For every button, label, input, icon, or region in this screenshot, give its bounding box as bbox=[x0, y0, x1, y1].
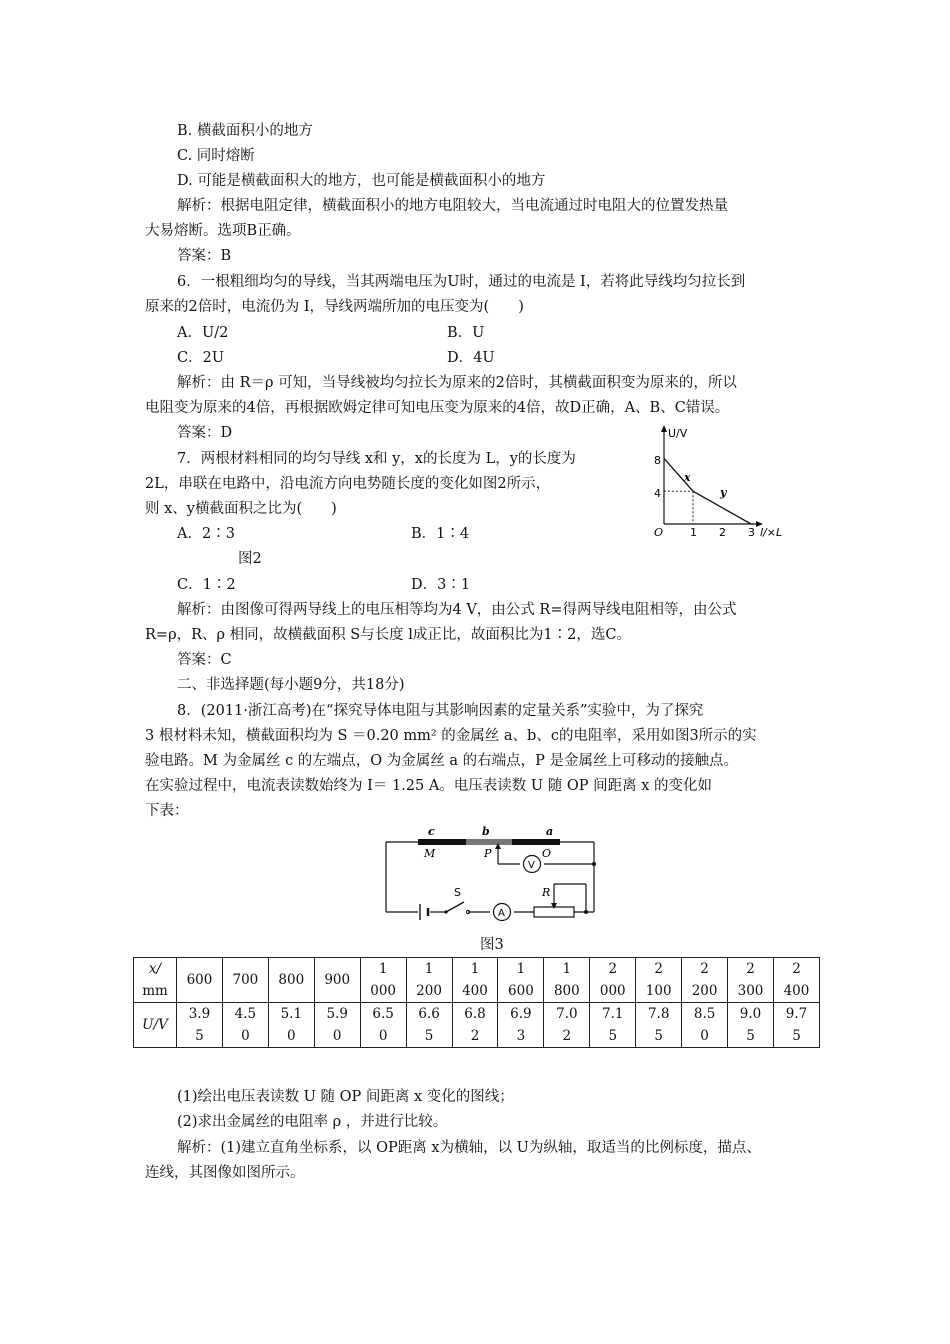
q5-option-c: C. 同时熔断 bbox=[177, 148, 255, 164]
u-header: U/V bbox=[134, 1003, 177, 1048]
wire-b bbox=[466, 839, 512, 845]
x-cell: 2 300 bbox=[728, 958, 774, 1003]
graph-y-tick-8: 8 bbox=[654, 454, 661, 467]
x-header: x/ mm bbox=[134, 958, 177, 1003]
graph-y-tick-4: 4 bbox=[654, 487, 661, 500]
label-c: c bbox=[428, 825, 435, 838]
u-cell: 5.9 0 bbox=[314, 1003, 360, 1048]
q8-stem-line5: 下表： bbox=[145, 803, 189, 819]
u-cell: 9.0 5 bbox=[728, 1003, 774, 1048]
q6-stem-line1: 6．一根粗细均匀的导线，当其两端电压为U时，通过的电流是 I，若将此导线均匀拉长到 bbox=[177, 274, 746, 290]
q7-solution-line1: 解析：由图像可得两导线上的电压相等均为4 V，由公式 R=得两导线电阻相等，由公式 bbox=[177, 602, 737, 618]
label-b: b bbox=[482, 825, 490, 838]
q6-solution-line1: 解析：由 R＝ρ 可知，当导线被均匀拉长为原来的2倍时，其横截面积变为原来的，所以 bbox=[177, 375, 737, 391]
q5-answer: 答案：B bbox=[177, 248, 232, 264]
x-cell: 800 bbox=[268, 958, 314, 1003]
q6-option-d: D．4U bbox=[447, 350, 495, 366]
x-cell: 700 bbox=[222, 958, 268, 1003]
q7-option-a: A．2∶3 bbox=[177, 526, 235, 542]
u-cell: 8.5 0 bbox=[682, 1003, 728, 1048]
figure-3-caption: 图3 bbox=[480, 937, 504, 953]
q6-stem-line2: 原来的2倍时，电流仍为 I，导线两端所加的电压变为( ) bbox=[145, 299, 524, 315]
x-cell: 2 000 bbox=[590, 958, 636, 1003]
q5-solution-line2: 大易熔断。选项B正确。 bbox=[145, 223, 301, 239]
data-table bbox=[133, 957, 820, 1048]
u-cell: 3.9 5 bbox=[177, 1003, 223, 1048]
q6-option-a: A．U/2 bbox=[177, 325, 229, 341]
q8-solution-line2: 连线，其图像如图所示。 bbox=[145, 1165, 305, 1181]
graph-origin: O bbox=[654, 526, 664, 539]
q5-option-b: B. 横截面积小的地方 bbox=[177, 123, 313, 139]
wire-a bbox=[512, 839, 560, 845]
q7-solution-line2: R=ρ，R、ρ 相同，故横截面积 S与长度 l成正比，故面积比为1∶2，选C。 bbox=[145, 627, 631, 643]
rheostat-label: R bbox=[542, 886, 551, 899]
x-cell: 2 400 bbox=[773, 958, 819, 1003]
graph-segment-y-label: y bbox=[720, 486, 727, 499]
label-O: O bbox=[542, 847, 552, 860]
q7-stem-line1: 7．两根材料相同的均匀导线 x和 y，x的长度为 L，y的长度为 bbox=[177, 451, 576, 467]
graph-x-axis-label: l/×L bbox=[760, 526, 783, 539]
q6-solution-line2: 电阻变为原来的4倍，再根据欧姆定律可知电压变为原来的4倍，故D正确，A、B、C错误。 bbox=[145, 400, 730, 416]
u-cell: 6.8 2 bbox=[452, 1003, 498, 1048]
ammeter-label: A bbox=[498, 908, 505, 919]
x-cell: 1 400 bbox=[452, 958, 498, 1003]
section-2-heading: 二、非选择题(每小题9分，共18分) bbox=[177, 677, 405, 693]
graph-y-arrow bbox=[661, 425, 667, 432]
label-a: a bbox=[546, 825, 554, 838]
q8-stem-line4: 在实验过程中，电流表读数始终为 I＝ 1.25 A。电压表读数 U 随 OP 间距离 x 的变化如 bbox=[145, 778, 713, 794]
figure-3-circuit bbox=[378, 824, 608, 924]
label-M: M bbox=[424, 847, 436, 860]
x-cell: 600 bbox=[177, 958, 223, 1003]
q6-option-b: B．U bbox=[447, 325, 485, 341]
label-P: P bbox=[484, 847, 492, 860]
switch-label: S bbox=[454, 886, 461, 899]
q8-stem-line3: 验电路。M 为金属丝 c 的左端点，O 为金属丝 a 的右端点，P 是金属丝上可移动的接触点。 bbox=[145, 753, 739, 769]
x-cell: 2 100 bbox=[636, 958, 682, 1003]
junction-dot-bottom bbox=[584, 910, 588, 914]
voltmeter-label: V bbox=[528, 860, 535, 871]
q8-solution-line1: 解析：(1)建立直角坐标系，以 OP距离 x为横轴，以 U为纵轴，取适当的比例标度，描点、 bbox=[177, 1140, 761, 1156]
switch-pivot bbox=[444, 910, 447, 913]
q5-solution-line1: 解析：根据电阻定律，横截面积小的地方电阻较大，当电流通过时电阻大的位置发热量 bbox=[177, 198, 728, 214]
x-cell: 900 bbox=[314, 958, 360, 1003]
q8-subquestion-2: (2)求出金属丝的电阻率 ρ ，并进行比较。 bbox=[177, 1114, 448, 1130]
u-cell: 7.0 2 bbox=[544, 1003, 590, 1048]
junction-dot-top bbox=[592, 862, 596, 866]
u-cell: 7.1 5 bbox=[590, 1003, 636, 1048]
graph-y-axis-label: U/V bbox=[668, 427, 688, 440]
graph-x-tick-2: 2 bbox=[719, 526, 726, 539]
figure-2-graph bbox=[648, 424, 798, 544]
wire-c bbox=[418, 839, 466, 845]
q8-stem-line2: 3 根材料未知，横截面积均为 S ＝0.20 mm² 的金属丝 a、b、c的电阻率，采用如图3所示的实 bbox=[145, 728, 757, 744]
q6-answer: 答案：D bbox=[177, 425, 233, 441]
u-cell: 4.5 0 bbox=[222, 1003, 268, 1048]
u-cell: 7.8 5 bbox=[636, 1003, 682, 1048]
x-cell: 1 600 bbox=[498, 958, 544, 1003]
u-cell: 6.6 5 bbox=[406, 1003, 452, 1048]
table-row-u bbox=[134, 1003, 820, 1048]
x-cell: 1 200 bbox=[406, 958, 452, 1003]
q8-stem-line1: 8．(2011·浙江高考)在“探究导体电阻与其影响因素的定量关系”实验中，为了探究 bbox=[177, 703, 704, 719]
x-cell: 1 000 bbox=[360, 958, 406, 1003]
q7-option-b: B．1∶4 bbox=[411, 526, 470, 542]
u-cell: 9.7 5 bbox=[773, 1003, 819, 1048]
q8-subquestion-1: (1)绘出电压表读数 U 随 OP 间距离 x 变化的图线； bbox=[177, 1089, 514, 1105]
figure-2-caption: 图2 bbox=[238, 551, 262, 567]
q7-stem-line3: 则 x、y横截面积之比为( ) bbox=[145, 501, 337, 517]
q5-option-d: D. 可能是横截面积大的地方，也可能是横截面积小的地方 bbox=[177, 173, 546, 189]
u-cell: 5.1 0 bbox=[268, 1003, 314, 1048]
q6-option-c: C．2U bbox=[177, 350, 225, 366]
graph-x-tick-3: 3 bbox=[748, 526, 755, 539]
q7-option-c: C．1∶2 bbox=[177, 577, 236, 593]
x-cell: 2 200 bbox=[682, 958, 728, 1003]
graph-x-tick-1: 1 bbox=[690, 526, 697, 539]
u-cell: 6.5 0 bbox=[360, 1003, 406, 1048]
graph-segment-x-label: x bbox=[684, 471, 691, 484]
q7-stem-line2: 2L，串联在电路中，沿电流方向电势随长度的变化如图2所示， bbox=[145, 476, 551, 492]
q7-answer: 答案：C bbox=[177, 652, 232, 668]
q7-option-d: D．3∶1 bbox=[411, 577, 471, 593]
x-cell: 1 800 bbox=[544, 958, 590, 1003]
table-row-x bbox=[134, 958, 820, 1003]
u-cell: 6.9 3 bbox=[498, 1003, 544, 1048]
switch-blade bbox=[446, 902, 464, 912]
